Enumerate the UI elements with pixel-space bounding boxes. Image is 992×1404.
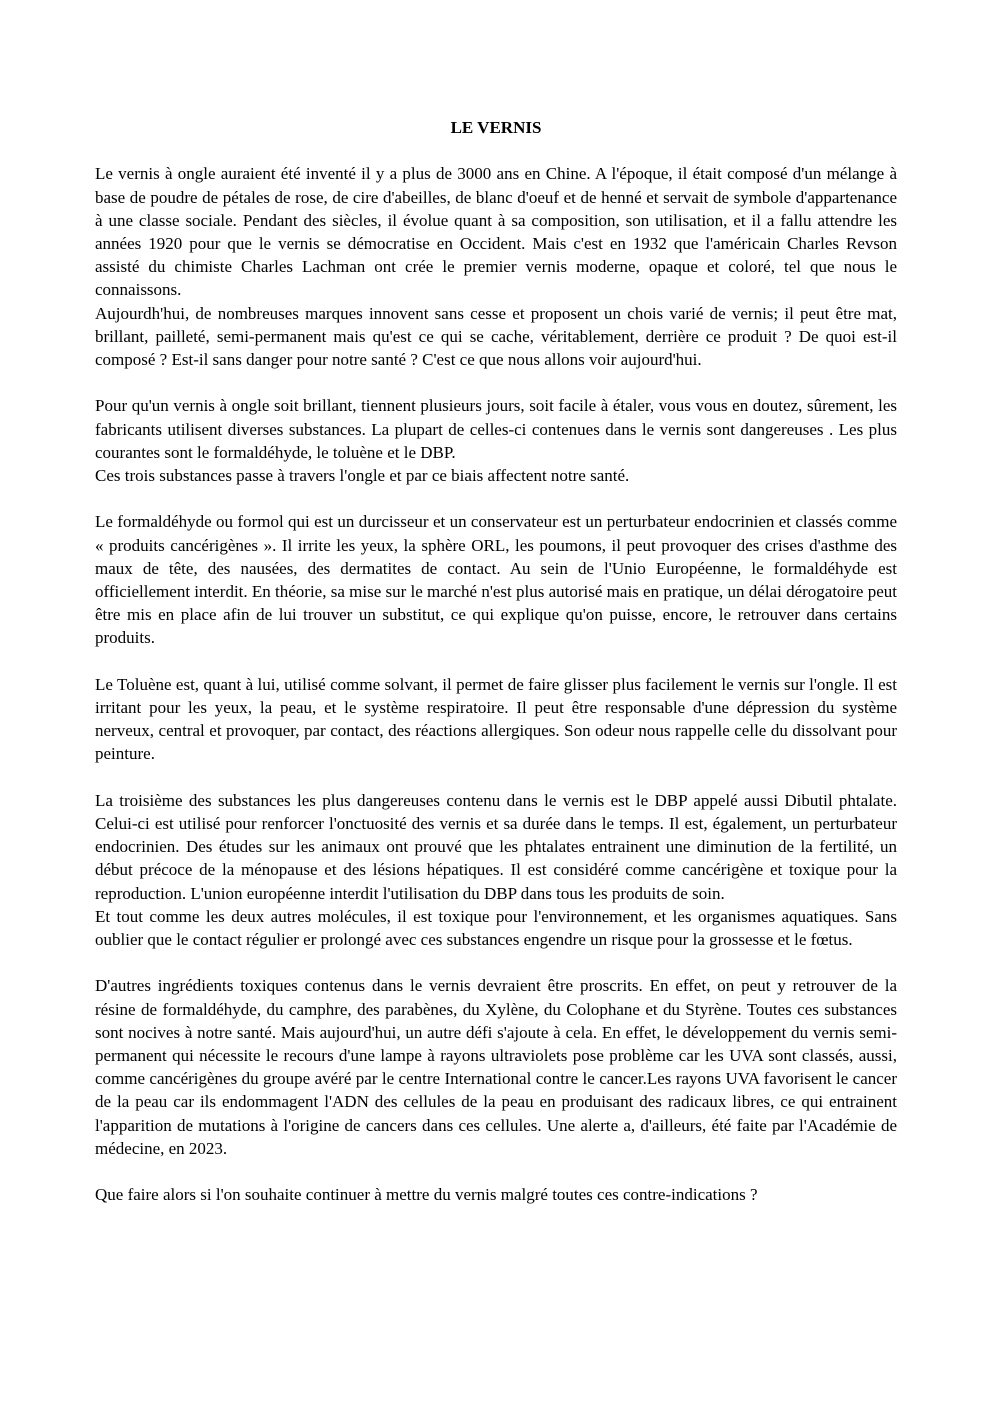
paragraph-other-ingredients: D'autres ingrédients toxiques contenus dans le vernis devraient être proscrits. En effet, on peut y retrouver de la résine de formaldéhyde, du camphre, des parabènes, du Xylène, du Colophane et du Styrène. Toutes ces substances sont nocives à notre santé. Mais aujourd'hui, un autre défi s'ajoute à cela. En effet, le développement du vernis semi-permanent qui nécessite le recours d'une lampe à rayons ultraviolets pose problème car les UVA sont classés, aussi, comme cancérigènes du groupe avéré par le centre International contre le cancer.Les rayons UVA favorisent le cancer de la peau car ils endommagent l'ADN des cellules de la peau en produisant des radicaux libres, ce qui entrainent l'apparition de mutations à l'origine de cancers dans ces cellules. Une alerte a, d'ailleurs, été faite par l'Académie de médecine, en 2023.: [95, 976, 897, 1158]
paragraph-gap: [95, 1160, 897, 1183]
paragraph-history: Le vernis à ongle auraient été inventé il y a plus de 3000 ans en Chine. A l'époque, il était composé d'un mélange à base de poudre de pétales de rose, de cire d'abeilles, de blanc d'oeuf et de henné et servait de symbole d'appartenance à une classe sociale. Pendant des siècles, il évolue quant à sa composition, son utilisation, et il a fallu attendre les années 1920 pour que le vernis se démocratise en Occident. Mais c'est en 1932 que l'américain Charles Revson assisté du chimiste Charles Lachman ont crée le premier vernis moderne, opaque et coloré, tel que nous le connaissons.: [95, 164, 897, 300]
paragraph-gap: [95, 371, 897, 394]
paragraph-toluene: Le Toluène est, quant à lui, utilisé comme solvant, il permet de faire glisser plus facilement le vernis sur l'ongle. Il est irritant pour les yeux, la peau, et le système respiratoire. Il peut être responsable d'une dépression du système nerveux, central et provoquer, par contact, des réactions allergiques. Son odeur nous rappelle celle du dissolvant pour peinture.: [95, 674, 897, 764]
document-page: [95, 116, 897, 1206]
paragraph-gap: [95, 487, 897, 510]
document-title: LE VERNIS: [450, 118, 542, 137]
paragraph-conclusion-question: Que faire alors si l'on souhaite continuer à mettre du vernis malgré toutes ces contre-indications ?: [95, 1185, 758, 1205]
paragraph-substances-effect: Ces trois substances passe à travers l'ongle et par ce biais affectent notre santé.: [95, 466, 630, 485]
paragraph-gap: [95, 766, 897, 789]
paragraph-gap: [95, 650, 897, 673]
paragraph-gap: [95, 951, 897, 974]
paragraph-substances: Pour qu'un vernis à ongle soit brillant, tiennent plusieurs jours, soit facile à étaler, vous vous en doutez, sûrement, les fabricants utilisent diverses substances. La plupart de celles-ci contenues dans le vernis sont dangereuses . Les plus courantes sont le formaldéhyde, le toluène et le DBP.: [95, 396, 897, 462]
paragraph-dbp-environment: Et tout comme les deux autres molécules, il est toxique pour l'environnement, et les organismes aquatiques. Sans oublier que le contact régulier er prolongé avec ces substances engendre un risque pour la grossesse et le fœtus.: [95, 906, 897, 950]
paragraph-dbp: La troisième des substances les plus dangereuses contenu dans le vernis est le DBP appelé aussi Dibutil phtalate. Celui-ci est utilisé pour renforcer l'onctuosité des vernis et sa durée dans le temps. Il est, également, un perturbateur endocrinien. Des études sur les animaux ont prouvé que les phtalates entrainent une diminution de la fertilité, un début précoce de la ménopause et des lésions hépatiques. Il est considéré comme cancérigène et toxique pour la reproduction. L'union européenne interdit l'utilisation du DBP dans tous les produits de soin.: [95, 790, 897, 903]
paragraph-today: Aujourdh'hui, de nombreuses marques innovent sans cesse et proposent un chois varié de vernis; il peut être mat, brillant, pailleté, semi-permanent mais qu'est ce qui se cache, véritablement, derrière ce produit ? De quoi est-il composé ? Est-il sans danger pour notre santé ? C'est ce que nous allons voir aujourd'hui.: [95, 303, 897, 369]
paragraph-formaldehyde: Le formaldéhyde ou formol qui est un durcisseur et un conservateur est un perturbateur endocrinien et classés comme « produits cancérigènes ». Il irrite les yeux, la sphère ORL, les poumons, il peut provoquer des crises d'asthme des maux de tête, des nausées, des dermatites de contact. Au sein de l'Unio Européenne, le formaldéhyde est officiellement interdit. En théorie, sa mise sur le marché n'est plus autorisé mais en pratique, un délai dérogatoire peut être mis en place afin de lui trouver un substitut, ce qui explique qu'on puisse, encore, le retrouver dans certains produits.: [95, 512, 897, 648]
